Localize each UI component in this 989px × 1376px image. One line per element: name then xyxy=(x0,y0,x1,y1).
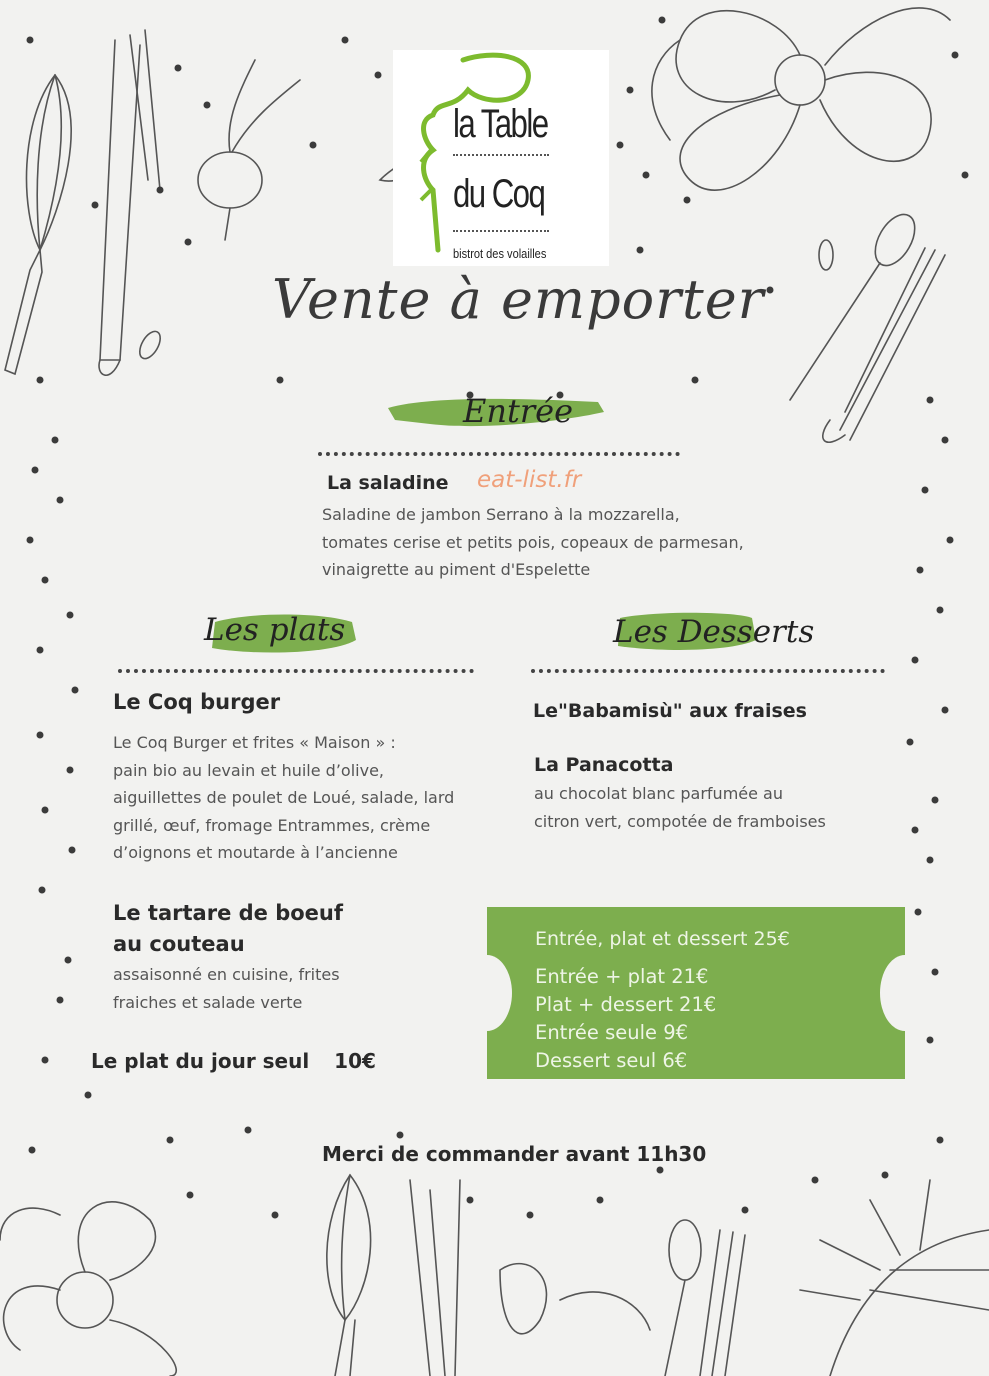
order-deadline-note: Merci de commander avant 11h30 xyxy=(322,1142,707,1166)
flower-bottom-icon xyxy=(0,1202,176,1376)
formules-price-box xyxy=(487,907,905,1079)
item-description-saladine xyxy=(322,501,744,584)
formule-line: Entrée seule 9€ xyxy=(535,1021,689,1044)
fork-icon xyxy=(823,248,945,442)
description-line: pain bio au levain et huile d’olive, xyxy=(113,760,384,780)
ticket-notch xyxy=(880,955,930,1031)
item-name-babamisu: Le"Babamisù" aux fraises xyxy=(533,700,807,722)
item-name-panacotta: La Panacotta xyxy=(534,754,674,776)
palm-leaf-icon xyxy=(800,1180,989,1376)
leek-icon xyxy=(99,30,160,375)
restaurant-logo xyxy=(393,50,609,266)
description-line: d’oignons et moutarde à l’ancienne xyxy=(113,843,398,862)
logo-divider xyxy=(453,154,549,156)
radish-icon xyxy=(198,60,300,240)
description-line: citron vert, compotée de framboises xyxy=(534,811,826,831)
section-heading-desserts: Les Desserts xyxy=(613,614,815,650)
logo-divider xyxy=(453,230,549,232)
item-name-line: au couteau xyxy=(113,932,245,956)
plat-du-jour-price: 10€ xyxy=(334,1049,376,1073)
formule-line: Entrée, plat et dessert 25€ xyxy=(535,928,790,950)
plat-du-jour-label: Le plat du jour seul xyxy=(91,1049,310,1073)
whisk-bottom-icon xyxy=(327,1175,371,1376)
description-line: aiguillettes de poulet de Loué, salade, lard xyxy=(113,788,455,807)
formule-line: Dessert seul 6€ xyxy=(535,1049,688,1072)
flower-icon xyxy=(652,8,950,190)
logo-line-1: la Table xyxy=(453,102,548,146)
item-name-tartare xyxy=(113,898,343,960)
formule-line: Plat + dessert 21€ xyxy=(535,993,717,1016)
spoon-icon xyxy=(790,208,923,400)
item-description-tartare xyxy=(113,961,340,1016)
item-description-panacotta xyxy=(534,780,826,835)
section-divider xyxy=(318,452,680,456)
description-line: fraiches et salade verte xyxy=(113,992,303,1012)
description-line: Le Coq Burger et frites « Maison » : xyxy=(113,733,396,752)
ticket-notch xyxy=(462,955,512,1031)
watermark: eat-list.fr xyxy=(477,467,582,493)
item-name-saladine: La saladine xyxy=(327,472,449,494)
logo-tagline: bistrot des volailles xyxy=(453,246,547,261)
logo-line-2: du Coq xyxy=(453,172,545,216)
whisk-icon xyxy=(5,75,71,374)
description-line: vinaigrette au piment d'Espelette xyxy=(322,560,591,579)
description-line: au chocolat blanc parfumée au xyxy=(534,784,783,803)
description-line: assaisonné en cuisine, frites xyxy=(113,965,340,984)
section-divider xyxy=(118,669,474,673)
section-divider xyxy=(531,669,885,673)
section-heading-entree: Entrée xyxy=(463,392,573,430)
description-line: Saladine de jambon Serrano à la mozzarella, xyxy=(322,505,680,524)
formule-line: Entrée + plat 21€ xyxy=(535,965,709,988)
rooster-icon xyxy=(393,50,609,266)
item-name-coq-burger: Le Coq burger xyxy=(113,690,281,714)
description-line: tomates cerise et petits pois, copeaux de parmesan, xyxy=(322,532,744,552)
item-name-line: Le tartare de boeuf xyxy=(113,901,343,925)
section-heading-plats: Les plats xyxy=(204,612,346,648)
page-title: Vente à emporter xyxy=(272,268,765,331)
description-line: grillé, œuf, fromage Entrammes, crème xyxy=(113,815,431,835)
item-description-coq-burger xyxy=(113,729,454,867)
plat-du-jour xyxy=(91,1049,376,1073)
